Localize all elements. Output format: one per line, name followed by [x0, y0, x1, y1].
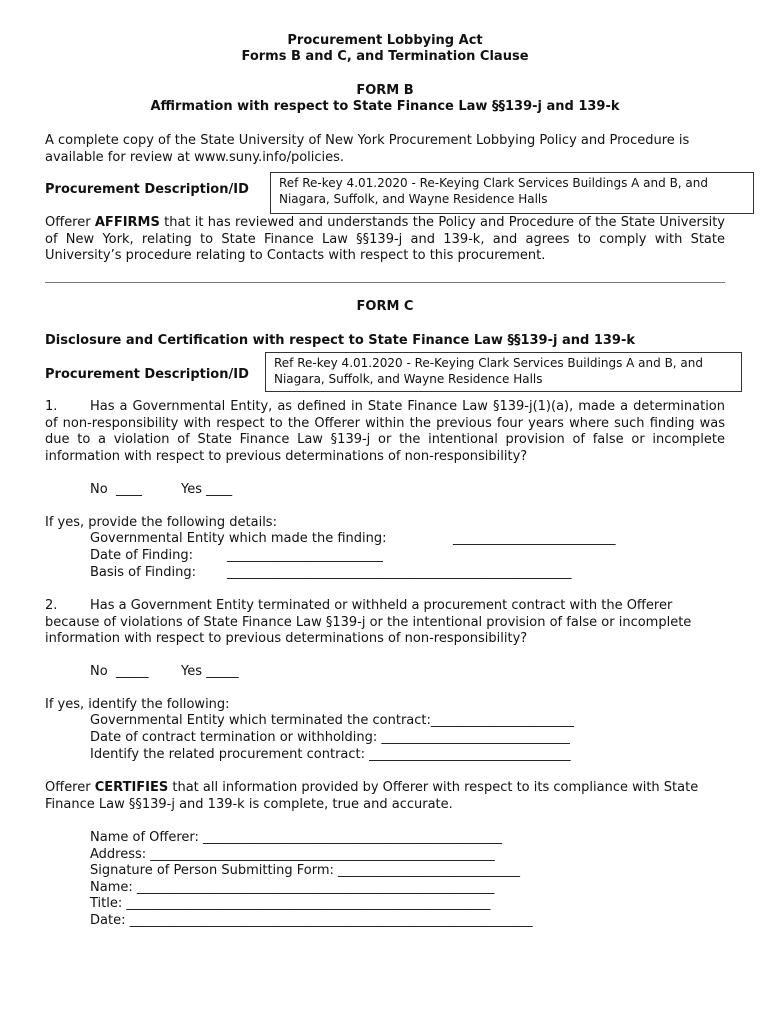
affirm-text: that it has reviewed and understands the Policy and Procedure of the State University of New York, relating to State Finance Law §§139-j and 139-k, and agrees to comply with State University’s procedure relating to Contacts with respect to this procurement.	[45, 215, 725, 263]
affirm-prefix: Offerer	[45, 215, 95, 230]
form-b-heading: FORM B	[356, 83, 414, 98]
form-b-affirmation	[45, 215, 725, 265]
form-b-intro: A complete copy of the State University of New York Procurement Lobbying Policy and Procedure is available for review at www.suny.info/policies.	[45, 133, 690, 165]
document-title: Procurement Lobbying Act	[287, 33, 483, 48]
signature-title[interactable]: Title: ________________________________________________________	[90, 896, 491, 911]
signature-signature[interactable]: Signature of Person Submitting Form: ____________________________	[90, 863, 521, 878]
document-subtitle: Forms B and C, and Termination Clause	[241, 49, 529, 64]
form-c-subheading: Disclosure and Certification with respect to State Finance Law §§139-j and 139-k	[45, 333, 636, 348]
question-2-number: 2.	[45, 598, 58, 613]
form-c-heading: FORM C	[356, 299, 414, 314]
signature-name[interactable]: Name: _______________________________________________________	[90, 880, 495, 895]
certify-keyword: CERTIFIES	[94, 780, 169, 795]
certify-prefix: Offerer	[45, 780, 95, 795]
affirm-keyword: AFFIRMS	[94, 215, 160, 230]
question-1-no[interactable]: No ____	[90, 482, 142, 497]
question-2-if-yes: If yes, identify the following:	[45, 697, 230, 712]
question-2-no[interactable]: No _____	[90, 664, 149, 679]
question-2-yes[interactable]: Yes _____	[181, 664, 239, 679]
question-1-entity-label: Governmental Entity which made the finding:	[90, 531, 387, 546]
form-b-description-field[interactable]: Ref Re-key 4.01.2020 - Re-Keying Clark Services Buildings A and B, and Niagara, Suffolk, and Wayne Residence Halls	[270, 172, 754, 214]
certify-text: that all information provided by Offerer with respect to its compliance with State Finance Law §§139-j and 139-k is complete, true and accurate.	[45, 780, 699, 812]
question-1-basis-line[interactable]: _____________________________________________________	[227, 565, 572, 580]
question-2-contract[interactable]: Identify the related procurement contract: _______________________________	[90, 747, 571, 762]
certification-statement	[45, 780, 725, 813]
question-2-date[interactable]: Date of contract termination or withholding: _____________________________	[90, 730, 570, 745]
question-2-text: Has a Government Entity terminated or withheld a procurement contract with the Offerer because of violations of State Finance Law §139-j or the intentional provision of false or incomplete information with respect to previous determinations of non-responsibility?	[45, 598, 692, 646]
question-1-text: Has a Governmental Entity, as defined in State Finance Law §139-j(1)(a), made a determination of non-responsibility with respect to the Offerer within the previous four years where such finding was due to a violation of State Finance Law §139-j or the intentional provision of false or incomplete information with respect to previous determinations of non-responsibility?	[45, 399, 725, 464]
question-1-date-label: Date of Finding:	[90, 548, 193, 563]
form-b-subheading: Affirmation with respect to State Finance Law §§139-j and 139-k	[150, 99, 620, 114]
signature-address[interactable]: Address: _____________________________________________________	[90, 847, 495, 862]
section-divider	[45, 282, 725, 283]
question-1-number: 1.	[45, 399, 58, 414]
question-1-if-yes: If yes, provide the following details:	[45, 515, 277, 530]
form-b-description-label: Procurement Description/ID	[45, 182, 249, 197]
question-1-entity-line[interactable]: _________________________	[453, 531, 616, 546]
signature-date[interactable]: Date: ______________________________________________________________	[90, 913, 533, 928]
question-1-yes[interactable]: Yes ____	[181, 482, 233, 497]
signature-name-of-offerer[interactable]: Name of Offerer: ______________________________________________	[90, 830, 503, 845]
form-c-description-label: Procurement Description/ID	[45, 367, 249, 382]
question-1-basis-label: Basis of Finding:	[90, 565, 196, 580]
question-1-date-line[interactable]: ________________________	[227, 548, 383, 563]
question-2-entity[interactable]: Governmental Entity which terminated the contract:______________________	[90, 713, 574, 728]
form-c-description-field[interactable]: Ref Re-key 4.01.2020 - Re-Keying Clark Services Buildings A and B, and Niagara, Suffolk, and Wayne Residence Halls	[265, 352, 742, 392]
